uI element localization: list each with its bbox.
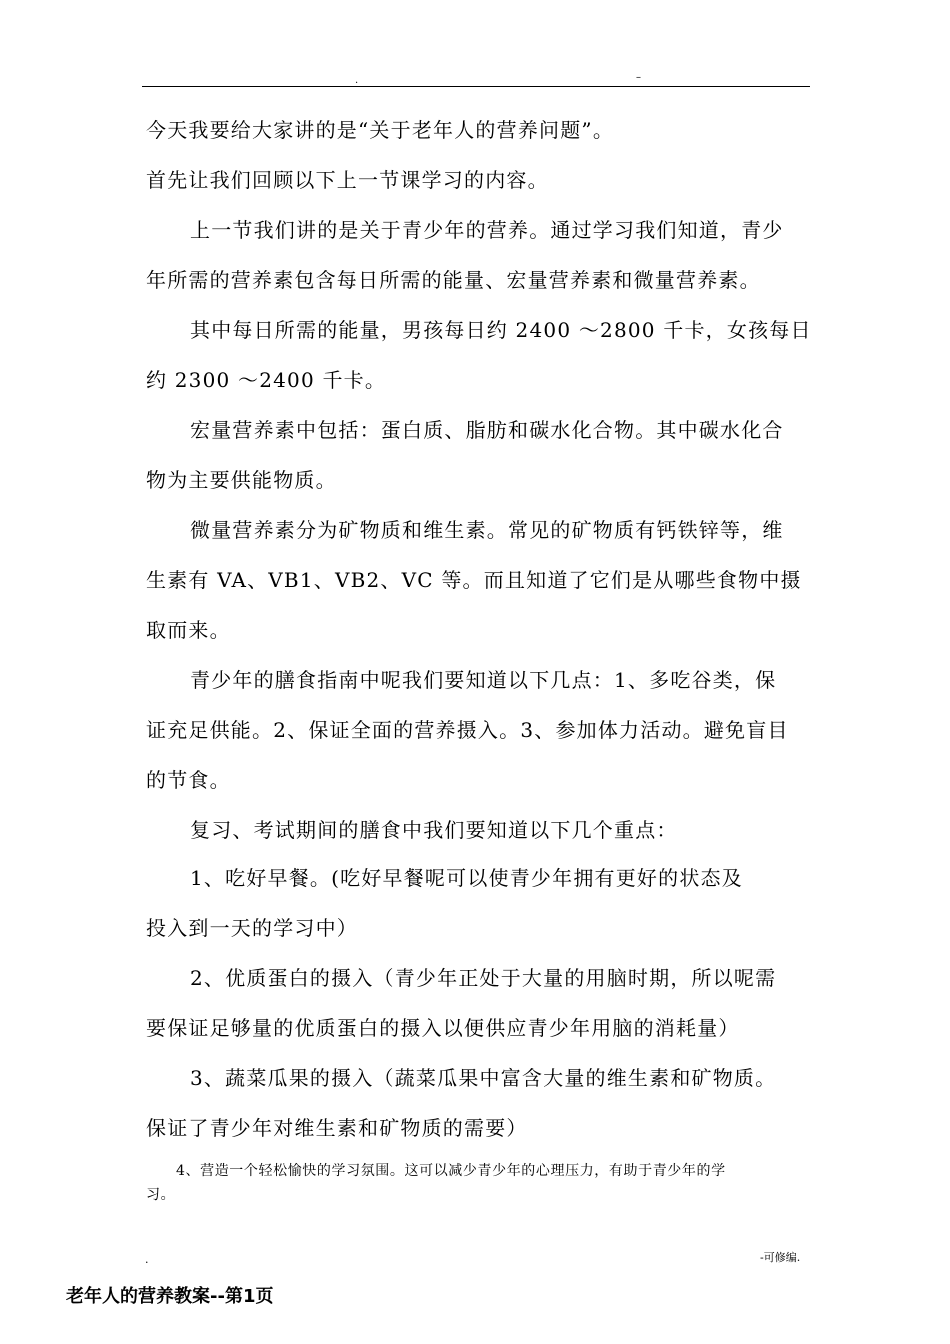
body-line: 保证了青少年对维生素和矿物质的需要） — [146, 1116, 528, 1140]
small-line: 习。 — [146, 1187, 176, 1203]
body-line: 要保证足够量的优质蛋白的摄入以便供应青少年用脑的消耗量） — [146, 1016, 740, 1040]
body-line: 宏量营养素中包括：蛋白质、脂肪和碳水化合物。其中碳水化合 — [190, 418, 784, 442]
header-rule — [142, 86, 810, 87]
body-line: 物为主要供能物质。 — [146, 468, 337, 492]
body-line: 其中每日所需的能量，男孩每日约 2400 ～2800 千卡，女孩每日 — [190, 318, 812, 342]
header-mark-right: – — [636, 72, 641, 83]
body-line: 复习、考试期间的膳食中我们要知道以下几个重点： — [190, 818, 678, 842]
body-line: 微量营养素分为矿物质和维生素。常见的矿物质有钙铁锌等，维 — [190, 518, 784, 542]
body-line: 1、吃好早餐。(吃好早餐呢可以使青少年拥有更好的状态及 — [190, 866, 743, 890]
body-line: 取而来。 — [146, 618, 231, 642]
body-line: 3、蔬菜瓜果的摄入（蔬菜瓜果中富含大量的维生素和矿物质。 — [190, 1066, 777, 1090]
body-line: 青少年的膳食指南中呢我们要知道以下几点：1、多吃谷类，保 — [190, 668, 777, 692]
footer-dot: . — [145, 1253, 149, 1266]
body-line: 约 2300 ～2400 千卡。 — [146, 368, 387, 392]
body-line: 今天我要给大家讲的是“关于老年人的营养问题”。 — [146, 118, 615, 142]
body-line: 年所需的营养素包含每日所需的能量、宏量营养素和微量营养素。 — [146, 268, 761, 292]
body-line: 投入到一天的学习中） — [146, 916, 358, 940]
small-line: 4、营造一个轻松愉快的学习氛围。这可以减少青少年的心理压力，有助于青少年的学 — [176, 1163, 726, 1179]
page-label: 老年人的营养教案--第1页 — [66, 1286, 274, 1307]
footer-note: -可修编. — [760, 1251, 801, 1264]
body-line: 上一节我们讲的是关于青少年的营养。通过学习我们知道，青少 — [190, 218, 784, 242]
body-line: 生素有 VA、VB1、VB2、VC 等。而且知道了它们是从哪些食物中摄 — [146, 568, 802, 592]
header-mark-left: . — [355, 75, 359, 86]
body-line: 2、优质蛋白的摄入（青少年正处于大量的用脑时期，所以呢需 — [190, 966, 777, 990]
body-line: 首先让我们回顾以下上一节课学习的内容。 — [146, 168, 549, 192]
body-line: 证充足供能。2、保证全面的营养摄入。3、参加体力活动。避免盲目 — [146, 718, 789, 742]
body-line: 的节食。 — [146, 768, 231, 792]
